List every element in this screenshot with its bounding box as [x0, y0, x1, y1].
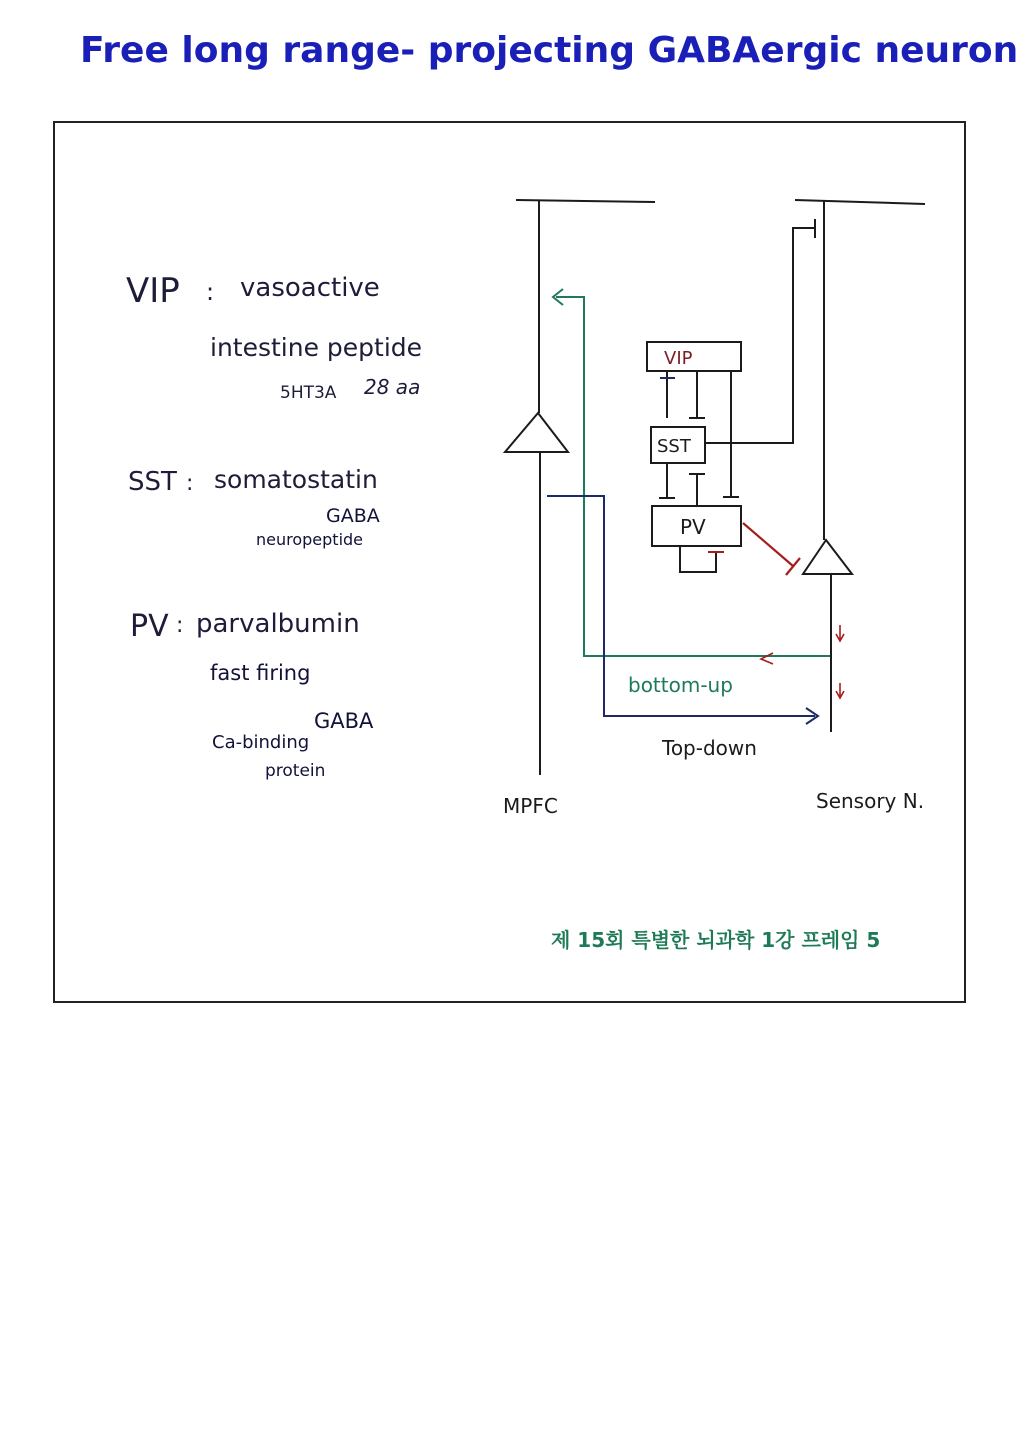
sst-box-label: SST	[657, 436, 691, 457]
legend-vip-abbr: VIP	[126, 271, 180, 311]
sensory-label: Sensory N.	[816, 789, 925, 813]
pv-self-loop	[680, 546, 716, 572]
mpfc-neuron	[505, 200, 568, 775]
legend-pv-sep: :	[176, 613, 184, 638]
legend-pv-note3: Ca-binding	[212, 732, 310, 753]
mpfc-soma-triangle	[505, 413, 568, 452]
legend-pv-note1: fast firing	[210, 661, 311, 685]
legend-vip-line1: vasoactive	[240, 273, 380, 303]
lecture-footer: 제 15회 특별한 뇌과학 1강 프레임 5	[551, 928, 881, 952]
legend-sst-line1: somatostatin	[214, 465, 378, 494]
cortical-surface-lines	[516, 200, 925, 204]
sensory-surface-line	[795, 200, 925, 204]
legend-vip	[126, 271, 422, 403]
legend-pv-note4: protein	[265, 761, 326, 781]
pv-to-sensory-inhibition	[743, 523, 800, 575]
sst-projection-line	[705, 228, 815, 443]
page-title: Free long range- projecting GABAergic neuron	[80, 30, 1018, 71]
sensory-neuron	[803, 200, 852, 732]
legend-sst-note2: neuropeptide	[256, 530, 364, 549]
legend-sst-note1: GABA	[326, 505, 380, 527]
mpfc-label: MPFC	[503, 794, 558, 818]
sst-to-sensory-path	[705, 219, 815, 443]
legend-pv	[130, 609, 374, 781]
legend-vip-sep: :	[206, 278, 215, 306]
mpfc-surface-line	[516, 200, 655, 202]
bottom-up-label: bottom-up	[628, 673, 733, 697]
vip-box-label: VIP	[664, 348, 693, 369]
legend-pv-abbr: PV	[130, 609, 169, 644]
legend-vip-line2: intestine peptide	[210, 333, 423, 362]
sensory-soma-triangle	[803, 540, 852, 574]
top-down-label: Top-down	[662, 736, 757, 760]
pv-to-sensory-line	[743, 523, 793, 566]
legend-sst	[128, 465, 380, 549]
bottom-up-small-arrow	[761, 653, 773, 664]
legend-vip-note1: 5HT3A	[280, 383, 337, 403]
pv-box-label: PV	[680, 515, 706, 539]
legend-pv-note2: GABA	[314, 709, 374, 733]
legend-vip-note2: 28 aa	[364, 375, 421, 399]
legend-sst-abbr: SST	[128, 467, 177, 497]
legend-sst-sep: :	[186, 471, 194, 496]
legend-pv-line1: parvalbumin	[196, 609, 360, 639]
vip-box	[647, 342, 741, 371]
